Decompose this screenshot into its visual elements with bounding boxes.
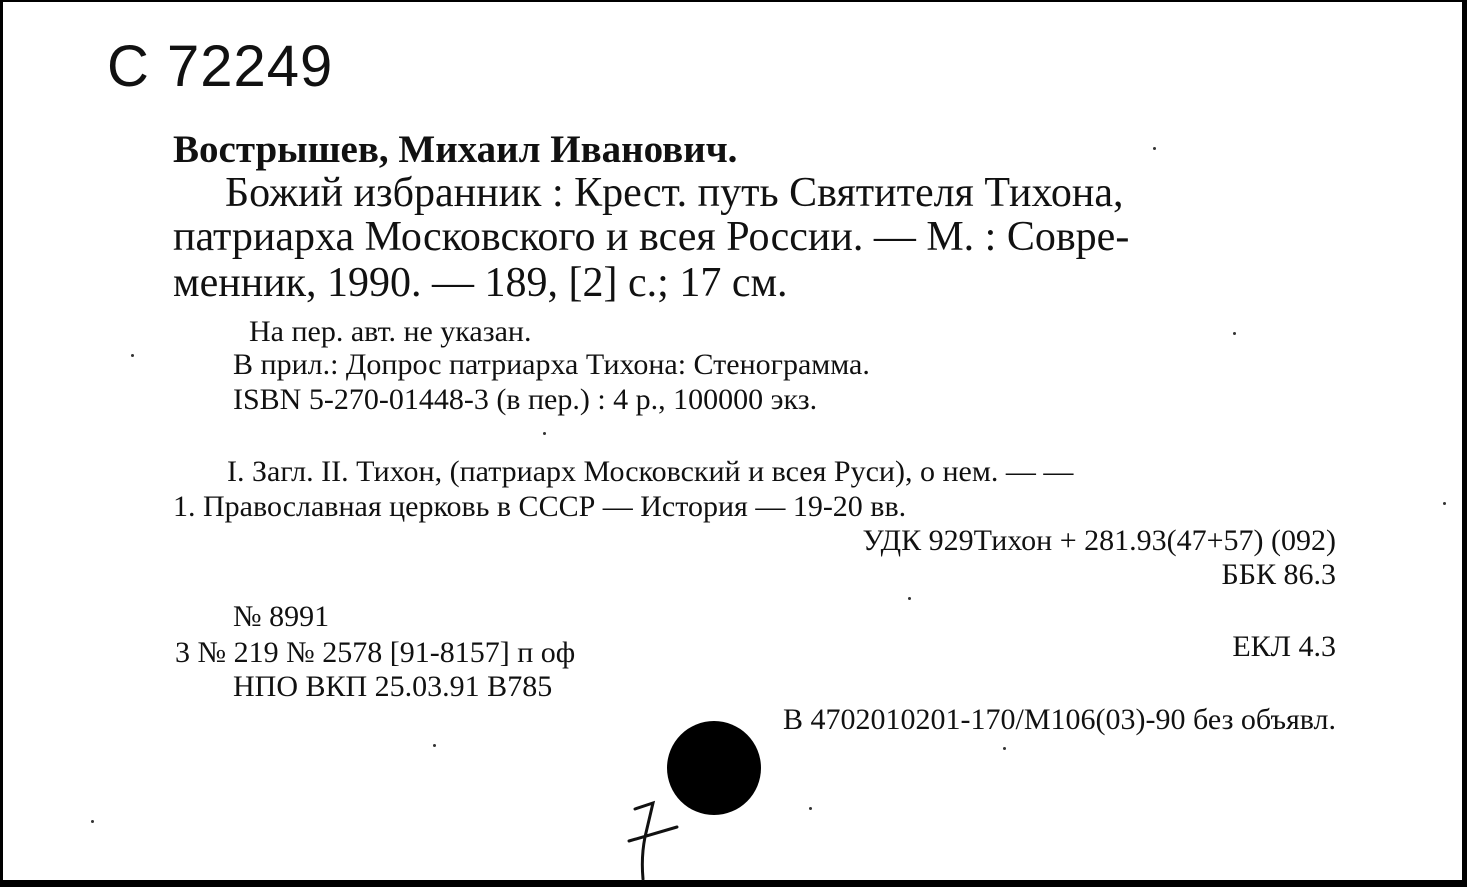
dust-speck	[908, 597, 911, 600]
dust-speck	[131, 354, 134, 357]
handwritten-mark-icon	[615, 797, 695, 887]
title-line-1: Божий избранник : Крест. путь Святителя Тихона,	[225, 170, 1124, 216]
author-heading: Вострышев, Михаил Иванович.	[173, 128, 738, 171]
udk-classification: УДК 929Тихон + 281.93(47+57) (092)	[862, 524, 1336, 557]
npo-line: НПО ВКП 25.03.91 В785	[233, 670, 553, 703]
bbk-classification: ББК 86.3	[1221, 558, 1336, 591]
publisher-code-line: В 4702010201-170/М106(03)-90 без объявл.	[783, 703, 1336, 736]
dust-speck	[1233, 332, 1236, 335]
note-line-2: В прил.: Допрос патриарха Тихона: Стенограмма.	[233, 348, 870, 381]
isbn-line: ISBN 5-270-01448-3 (в пер.) : 4 р., 100000 экз.	[233, 383, 818, 416]
note-line-1: На пер. авт. не указан.	[249, 315, 532, 348]
tracing-line-2: 1. Православная церковь в СССР — История — 19-20 вв.	[173, 490, 907, 523]
card-number: № 8991	[233, 600, 330, 633]
dust-speck	[809, 807, 812, 810]
order-line: 3 № 219 № 2578 [91-8157] п оф	[175, 636, 576, 669]
dust-speck	[1003, 747, 1006, 750]
call-number: С 72249	[107, 34, 334, 99]
dust-speck	[433, 744, 436, 747]
dust-speck	[543, 432, 546, 435]
dust-speck	[91, 820, 94, 823]
title-line-3: менник, 1990. — 189, [2] с.; 17 см.	[173, 260, 788, 306]
tracing-line-1: I. Загл. II. Тихон, (патриарх Московский и всея Руси), о нем. — —	[227, 455, 1074, 488]
title-line-2: патриарха Московского и всея России. — М. : Совре-	[173, 214, 1130, 260]
ekl-code: ЕКЛ 4.3	[1232, 630, 1336, 663]
dust-speck	[1443, 502, 1446, 505]
dust-speck	[1153, 147, 1156, 150]
